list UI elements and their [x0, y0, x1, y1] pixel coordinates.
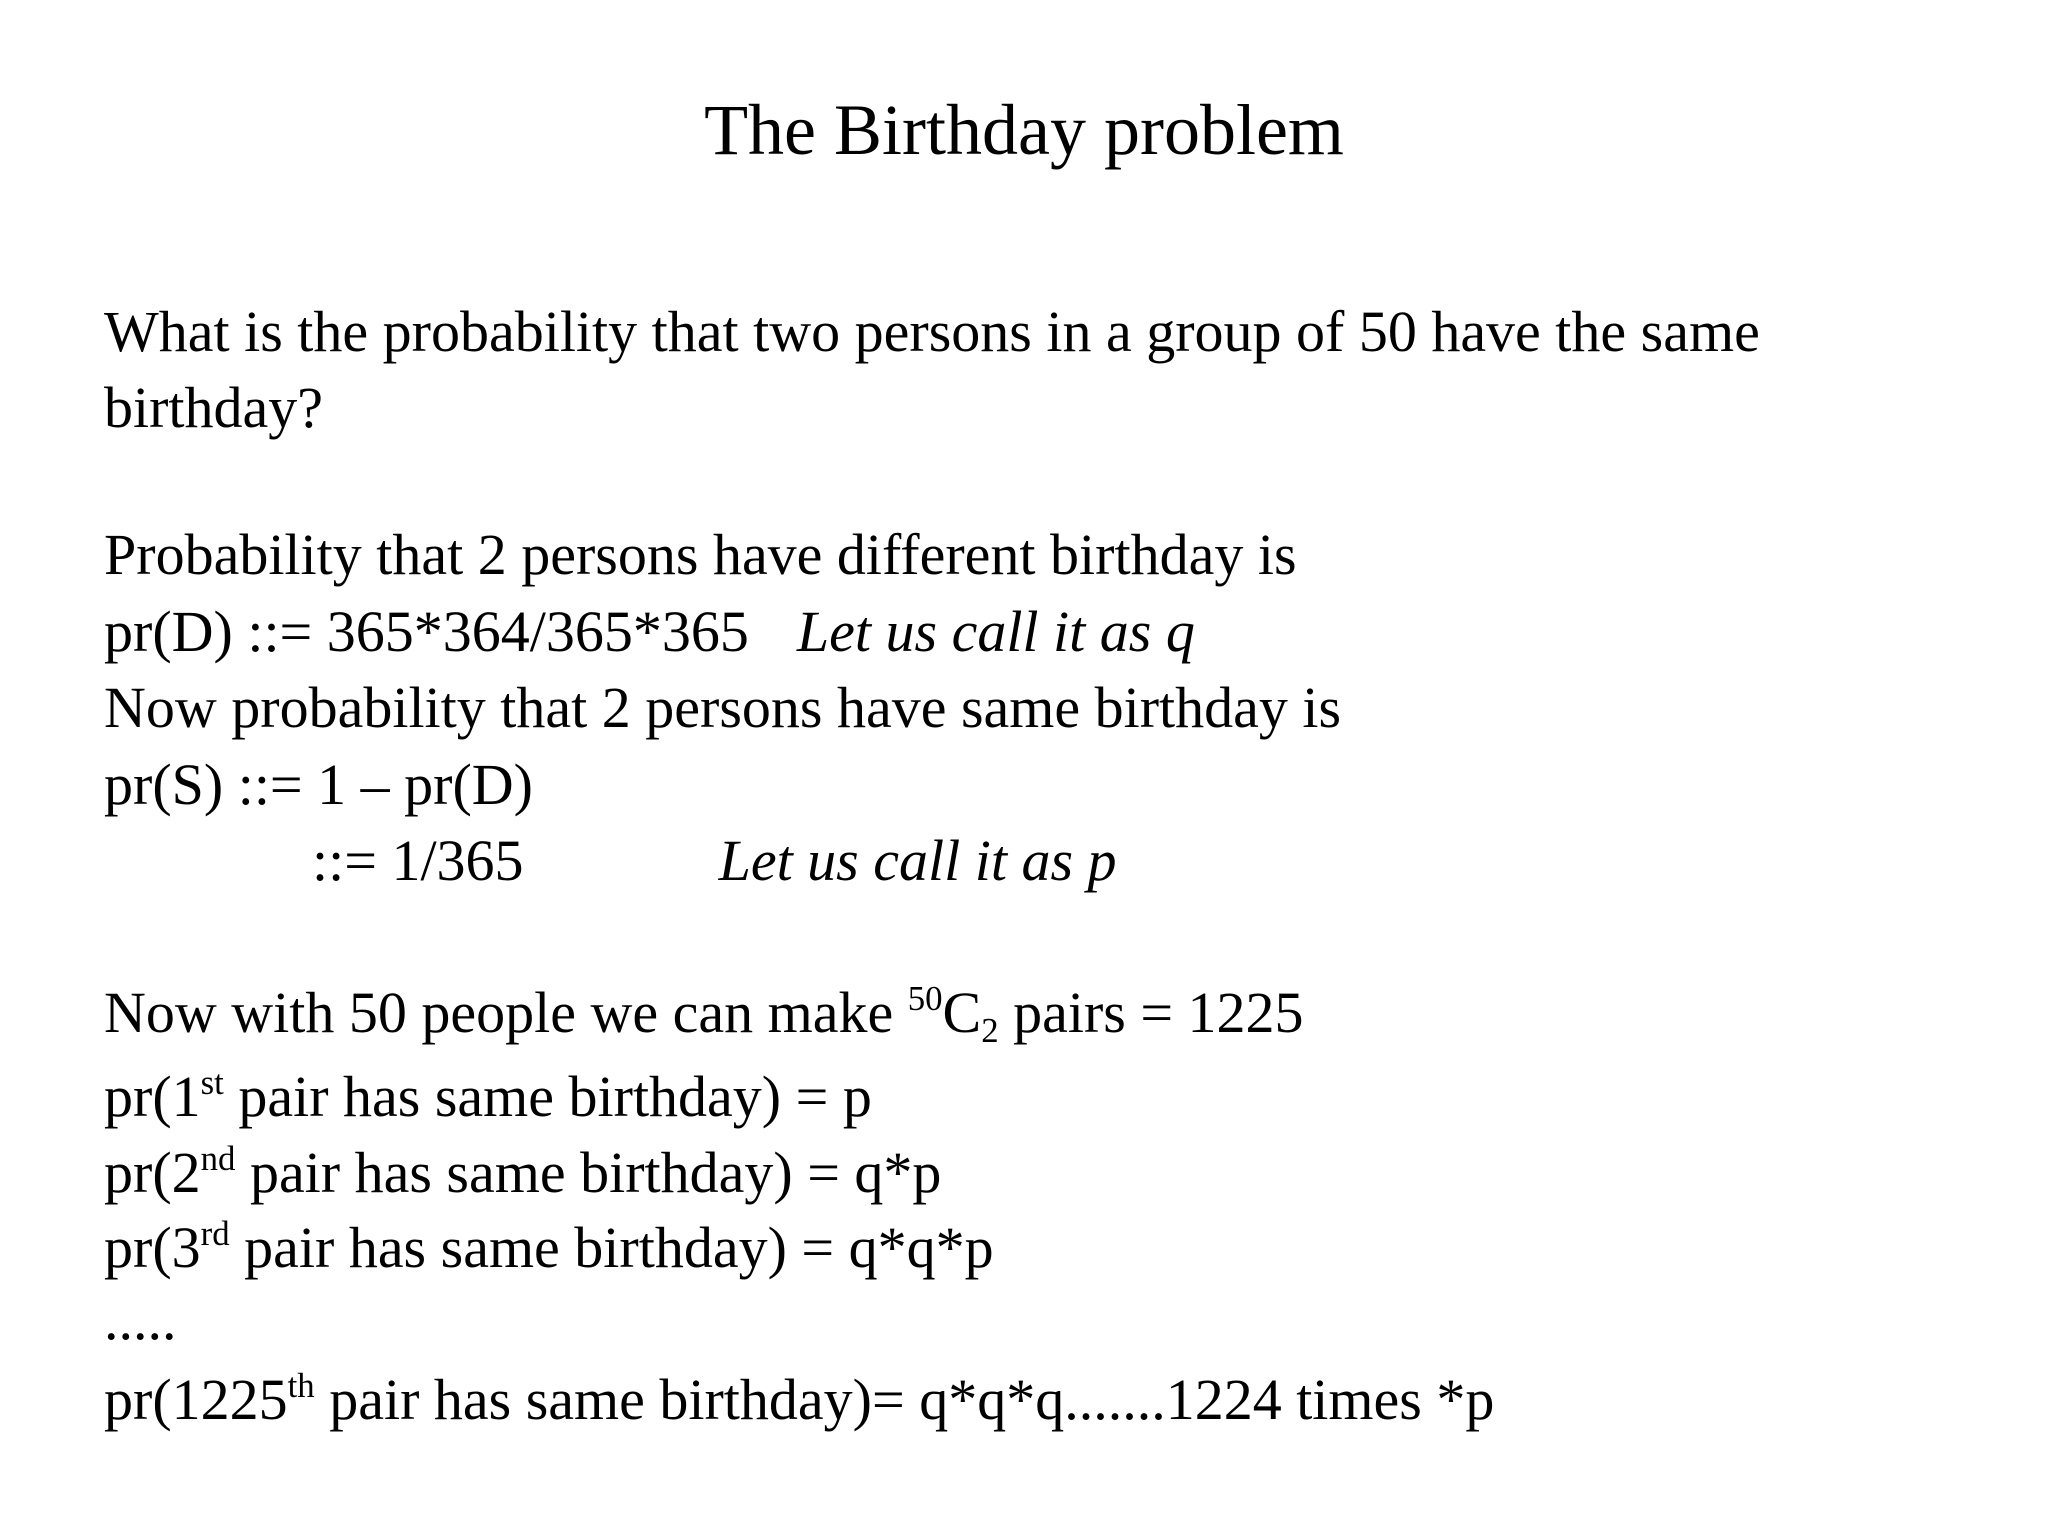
combination-n: 50	[907, 979, 943, 1019]
pair-line-last	[104, 1365, 1494, 1435]
slide-title: The Birthday problem	[704, 90, 1344, 170]
combination-c: C	[942, 980, 982, 1045]
pair-line-2-prefix: pr(2	[104, 1140, 201, 1205]
pair-line-1-ordinal: st	[200, 1063, 224, 1103]
different-formula: pr(D) ::= 365*364/365*365	[104, 599, 749, 664]
pair-line-3	[104, 1213, 994, 1283]
q-note: Let us call it as q	[796, 599, 1195, 664]
pair-line-last-text: pair has same birthday)= q*q*q.......1224 times *p	[314, 1367, 1495, 1432]
pair-line-1-text: pair has same birthday) = p	[223, 1064, 872, 1129]
pair-line-1	[104, 1062, 872, 1132]
p-note: Let us call it as p	[718, 828, 1117, 893]
pairs-line	[104, 978, 1304, 1048]
pairs-suffix: pairs = 1225	[998, 980, 1304, 1045]
pair-line-2-ordinal: nd	[200, 1139, 236, 1179]
pair-line-2-text: pair has same birthday) = q*p	[235, 1140, 942, 1205]
question-line-1: What is the probability that two persons in a group of 50 have the same	[104, 299, 1760, 364]
different-formula-line	[104, 597, 1195, 667]
pair-line-last-prefix: pr(1225	[104, 1367, 288, 1432]
pair-line-last-ordinal: th	[287, 1366, 315, 1406]
different-intro: Probability that 2 persons have different birthday is	[104, 522, 1297, 587]
same-intro: Now probability that 2 persons have same birthday is	[104, 675, 1342, 740]
pair-line-3-prefix: pr(3	[104, 1215, 201, 1280]
pair-line-3-text: pair has same birthday) = q*q*p	[229, 1215, 994, 1280]
combination-k: 2	[981, 1010, 999, 1050]
same-result-line	[312, 826, 1117, 896]
pair-line-3-ordinal: rd	[200, 1214, 230, 1254]
pair-line-2	[104, 1138, 941, 1208]
pair-line-1-prefix: pr(1	[104, 1064, 201, 1129]
question-line-2: birthday?	[104, 375, 324, 440]
same-formula: pr(S) ::= 1 – pr(D)	[104, 752, 533, 817]
same-result: ::= 1/365	[312, 828, 524, 893]
pairs-prefix: Now with 50 people we can make	[104, 980, 908, 1045]
ellipsis: .....	[104, 1287, 177, 1352]
